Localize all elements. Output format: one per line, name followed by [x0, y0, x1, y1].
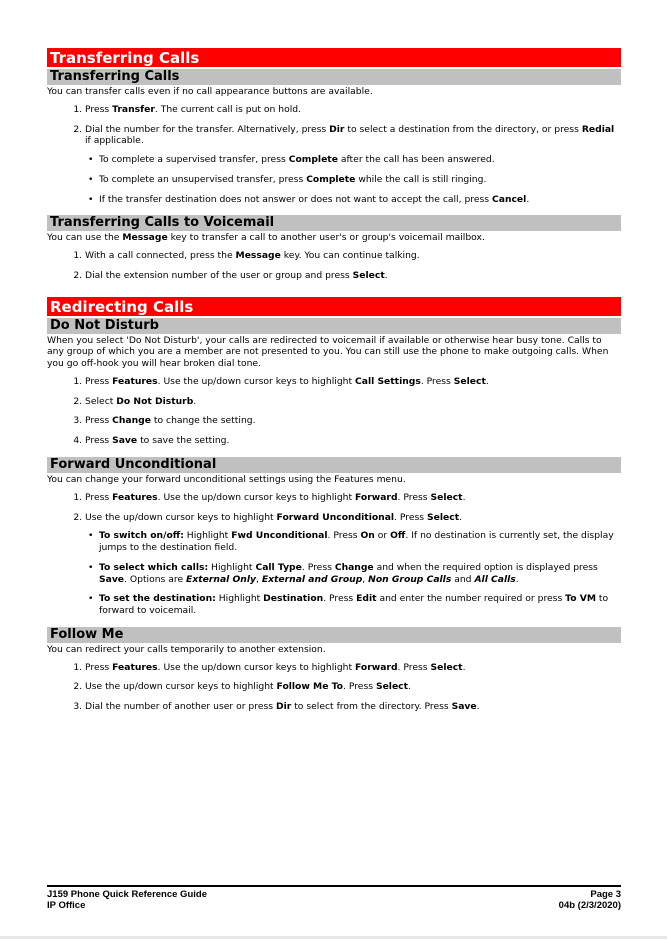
list-item: 1. Press Features. Use the up/down cursor keys to highlight Call Settings. Press Select.	[85, 376, 621, 388]
page-footer	[47, 885, 621, 911]
list-item: • To complete an unsupervised transfer, press Complete while the call is still ringing.	[99, 174, 621, 186]
list-item: 2. Dial the number for the transfer. Alternatively, press Dir to select a destination from the directory, or press Redial if applicable. • To complete a supervised transfer, press Complete after the call has been answered. • To complete an unsupervised transfer, press Complete while the call is still ringing. • If the transfer destination does not answer or does not want to accept the call, press Cancel.	[85, 124, 621, 206]
list-item: 2. Use the up/down cursor keys to highlight Follow Me To. Press Select.	[85, 681, 621, 693]
list-item: • To select which calls: Highlight Call Type. Press Change and when the required option is displayed press Save. Options are External Only, External and Group, Non Group Calls and All Calls.	[99, 562, 621, 586]
intro-do-not-disturb: When you select 'Do Not Disturb', your calls are redirected to voicemail if available or otherwise hear busy tone. Calls to any group of which you are a member are not presented to you. You can still use the phone to make outgoing calls. When you go off-hook you will hear broken dial tone.	[47, 334, 609, 370]
intro-transferring-to-voicemail: You can use the Message key to transfer a call to another user's or group's voicemail mailbox.	[47, 232, 485, 244]
intro-forward-unconditional: You can change your forward unconditional settings using the Features menu.	[47, 474, 406, 486]
list-item: 3. Press Change to change the setting.	[85, 415, 621, 427]
list-item: 4. Press Save to save the setting.	[85, 435, 621, 447]
list-item: • If the transfer destination does not answer or does not want to accept the call, press Cancel.	[99, 194, 621, 206]
subsection-heading-forward-unconditional: Forward Unconditional	[47, 457, 621, 473]
steps-do-not-disturb	[47, 376, 621, 447]
list-item: • To complete a supervised transfer, press Complete after the call has been answered.	[99, 154, 621, 166]
list-item: 2. Dial the extension number of the user or group and press Select.	[85, 270, 621, 282]
intro-transferring-calls: You can transfer calls even if no call appearance buttons are available.	[47, 86, 373, 97]
list-item: 1. Press Transfer. The current call is put on hold.	[85, 104, 621, 116]
footer-guide-title: J159 Phone Quick Reference Guide	[47, 889, 207, 900]
list-item: 1. Press Features. Use the up/down cursor keys to highlight Forward. Press Select.	[85, 492, 621, 504]
forward-options	[85, 530, 621, 617]
list-item: • To set the destination: Highlight Destination. Press Edit and enter the number required or press To VM to forward to voicemail.	[99, 593, 621, 617]
steps-transferring-calls	[47, 104, 621, 206]
list-item: 2. Select Do Not Disturb.	[85, 396, 621, 408]
list-item: 2. Use the up/down cursor keys to highlight Forward Unconditional. Press Select. • To switch on/off: Highlight Fwd Unconditional. Press On or Off. If no destination is currently set, the display jumps to the destination field. • To select which calls: Highlight Call Type. Press Change and when the required option is displayed press Save. Options are External Only, External and Group, Non Group Calls and All Calls. • To set the destination: Highlight Destination. Press Edit and enter the number required or press To VM to forward to voicemail.	[85, 512, 621, 617]
steps-follow-me	[47, 662, 621, 713]
page-content	[47, 48, 621, 713]
steps-forward-unconditional	[47, 492, 621, 617]
subsection-heading-transferring-calls: Transferring Calls	[47, 69, 621, 85]
list-item: 1. With a call connected, press the Message key. You can continue talking.	[85, 250, 621, 262]
intro-follow-me: You can redirect your calls temporarily to another extension.	[47, 643, 326, 655]
list-item: • To switch on/off: Highlight Fwd Unconditional. Press On or Off. If no destination is currently set, the display jumps to the destination field.	[99, 530, 621, 554]
subsection-heading-transferring-to-voicemail: Transferring Calls to Voicemail	[47, 215, 621, 231]
section-heading-redirecting-calls: Redirecting Calls	[47, 297, 621, 316]
transfer-options	[85, 154, 621, 205]
footer-version: 04b (2/3/2020)	[558, 900, 621, 911]
subsection-heading-do-not-disturb: Do Not Disturb	[47, 318, 621, 334]
list-item: 1. Press Features. Use the up/down cursor keys to highlight Forward. Press Select.	[85, 662, 621, 674]
list-item: 3. Dial the number of another user or press Dir to select from the directory. Press Save.	[85, 701, 621, 713]
footer-page-number: Page 3	[590, 889, 621, 900]
subsection-heading-follow-me: Follow Me	[47, 627, 621, 643]
section-heading-transferring-calls: Transferring Calls	[47, 48, 621, 67]
footer-product: IP Office	[47, 900, 86, 911]
steps-transferring-to-voicemail	[47, 250, 621, 282]
